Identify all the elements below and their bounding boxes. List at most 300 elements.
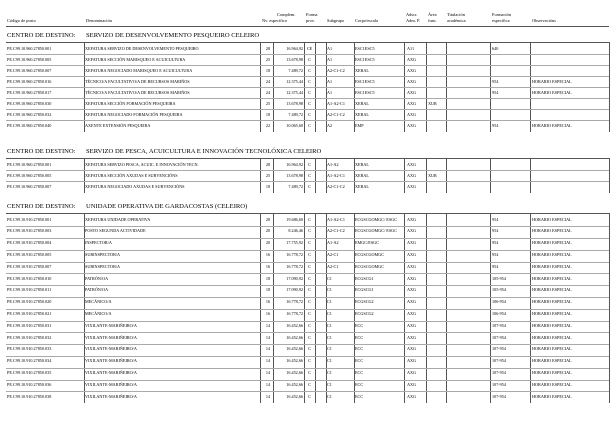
cell-codigo: PE.C99.10.910.27850.033 bbox=[7, 346, 52, 352]
cell-denominacion: POSTO SEGUNDA ACTIVIDADE bbox=[85, 228, 146, 234]
cell-formacion: 106-954 bbox=[492, 299, 506, 305]
cell-codigo: PE.C99.10.910.27850.035 bbox=[7, 369, 52, 375]
cell-subgrupo: A1-A2-C1 bbox=[327, 216, 345, 222]
cell-corpo: ECGSCG1 bbox=[355, 275, 374, 281]
cell-forma: C bbox=[308, 183, 311, 189]
cell-forma: C bbox=[308, 216, 311, 222]
cell-nivel: 14 bbox=[265, 393, 271, 399]
cell-corpo: XERAL bbox=[355, 172, 369, 178]
cell-codigo: PE.C99.10.910.27850.036 bbox=[7, 381, 52, 387]
cell-codigo: PE.C99.10.910.27850.007 bbox=[7, 263, 52, 269]
cell-complemento: 12.375,44 bbox=[286, 89, 303, 95]
cell-nivel: 22 bbox=[265, 122, 271, 128]
col-header-corpo: Corpo/escala bbox=[355, 18, 378, 23]
cell-complemento: 8.246,46 bbox=[288, 228, 303, 234]
cell-subgrupo: A2-C1 bbox=[327, 263, 339, 269]
cell-codigo: PE.C99.10.910.27850.031 bbox=[7, 322, 52, 328]
cell-nivel: 14 bbox=[265, 322, 271, 328]
section-rule bbox=[6, 213, 609, 214]
cell-forma: C bbox=[308, 122, 311, 128]
cell-nivel: 16 bbox=[265, 263, 271, 269]
column-divider bbox=[490, 158, 491, 193]
cell-denominacion: TÉCNICO/A FACULTATIVO/A DE RECURSOS MARIÑOS bbox=[85, 78, 190, 84]
cell-corpo: XERAL bbox=[355, 67, 369, 73]
cell-codigo: PE.C99.10.960.27850.017 bbox=[7, 89, 52, 95]
cell-complemento: 16.452,66 bbox=[286, 322, 303, 328]
cell-complemento: 16.778,72 bbox=[286, 310, 303, 316]
cell-formacion: 105-954 bbox=[492, 287, 506, 293]
cell-formacion: 954 bbox=[492, 216, 499, 222]
col-header-complem: Complem. bbox=[277, 12, 296, 17]
cell-denominacion: XEFATURA NEGOCIADO MARISQUEO E ACUICULTURA bbox=[85, 67, 193, 73]
cell-adscr: AXG bbox=[407, 89, 417, 95]
cell-subgrupo: A2-C1-C2 bbox=[327, 228, 345, 234]
section-rule bbox=[6, 42, 609, 43]
cell-complemento: 16.778,72 bbox=[286, 263, 303, 269]
col-header-area: Área bbox=[428, 12, 437, 17]
cell-adscr: A11 bbox=[407, 45, 415, 51]
cell-complemento: 7.489,72 bbox=[288, 111, 303, 117]
cell-adscr: AXG bbox=[407, 161, 417, 167]
cell-adscr: AXG bbox=[407, 346, 417, 352]
cell-formacion: 954 bbox=[492, 89, 499, 95]
cell-complemento: 16.452,66 bbox=[286, 346, 303, 352]
cell-observacions: HORARIO ESPECIAL bbox=[532, 251, 572, 257]
cell-denominacion: SUBINSPECTOR/A bbox=[85, 251, 121, 257]
cell-subgrupo: C1 bbox=[327, 369, 332, 375]
cell-corpo: EMGC/ESGC bbox=[355, 240, 379, 246]
cell-corpo: ECC bbox=[355, 334, 364, 340]
cell-subgrupo: C1 bbox=[327, 287, 332, 293]
cell-denominacion: PATRÓN/OA bbox=[85, 275, 109, 281]
cell-subgrupo: C1 bbox=[327, 275, 332, 281]
section-rule bbox=[6, 158, 609, 159]
cell-formacion: 954 bbox=[492, 240, 499, 246]
cell-corpo: XERAL bbox=[355, 111, 369, 117]
column-divider bbox=[426, 158, 427, 193]
row-rule bbox=[6, 391, 609, 392]
cell-denominacion: PATRÓN/OA bbox=[85, 287, 109, 293]
cell-forma: C bbox=[308, 100, 311, 106]
cell-denominacion: MECÁNICO/A bbox=[85, 299, 112, 305]
cell-formacion: 954 bbox=[492, 122, 499, 128]
cell-subgrupo: A1-A2-C1 bbox=[327, 172, 345, 178]
cell-nivel: 18 bbox=[265, 275, 271, 281]
cell-corpo: ESC1ESC5 bbox=[355, 89, 375, 95]
cell-subgrupo: C1 bbox=[327, 322, 332, 328]
row-rule bbox=[6, 356, 609, 357]
cell-formacion: 106-954 bbox=[492, 310, 506, 316]
cell-adscr: AXG bbox=[407, 228, 417, 234]
row-rule bbox=[6, 309, 609, 310]
column-divider bbox=[609, 42, 610, 132]
cell-nivel: 14 bbox=[265, 334, 271, 340]
row-rule bbox=[6, 98, 609, 99]
cell-complemento: 17.090,92 bbox=[286, 287, 303, 293]
cell-subgrupo: A2-C1-C2 bbox=[327, 183, 345, 189]
cell-observacions: HORARIO ESPECIAL bbox=[532, 122, 572, 128]
cell-codigo: PE.C99.10.960.27850.007 bbox=[7, 67, 52, 73]
cell-nivel: 14 bbox=[265, 381, 271, 387]
cell-nivel: 14 bbox=[265, 369, 271, 375]
cell-adscr: AXG bbox=[407, 393, 417, 399]
cell-complemento: 16.452,66 bbox=[286, 334, 303, 340]
cell-nivel: 20 bbox=[265, 240, 271, 246]
cell-subgrupo: C1 bbox=[327, 358, 332, 364]
cell-adscr: AXG bbox=[407, 369, 417, 375]
cell-subgrupo: C1 bbox=[327, 393, 332, 399]
col-header-denominacion: Denominación bbox=[86, 18, 112, 23]
cell-nivel: 25 bbox=[265, 100, 271, 106]
cell-forma: C bbox=[308, 263, 311, 269]
cell-forma: C bbox=[308, 369, 311, 375]
cell-adscr: AXG bbox=[407, 251, 417, 257]
cell-observacions: HORARIO ESPECIAL bbox=[532, 358, 572, 364]
cell-corpo: ECC bbox=[355, 369, 364, 375]
cell-formacion: 954 bbox=[492, 228, 499, 234]
cell-codigo: PE.C99.10.910.27850.010 bbox=[7, 275, 52, 281]
cell-subgrupo: A1-A2 bbox=[327, 161, 339, 167]
col-header-codigo: Código de posto bbox=[7, 18, 36, 23]
cell-forma: C bbox=[308, 287, 311, 293]
cell-forma: C bbox=[308, 310, 311, 316]
col-header-subgrupo: Subgrupo bbox=[327, 18, 345, 23]
row-rule bbox=[6, 170, 609, 171]
row-rule bbox=[6, 76, 609, 77]
cell-corpo: ESC1ESC5 bbox=[355, 56, 375, 62]
cell-denominacion: XEFATURA NEGOCIADO AXUDAS E SUBVENCIÓNS bbox=[85, 183, 185, 189]
cell-codigo: PE.C99.10.960.27850.005 bbox=[7, 172, 52, 178]
cell-complemento: 16.452,66 bbox=[286, 369, 303, 375]
cell-codigo: PE.C99.10.960.27850.001 bbox=[7, 161, 52, 167]
cell-nivel: 16 bbox=[265, 299, 271, 305]
cell-subgrupo: A1-A2 bbox=[327, 240, 339, 246]
cell-denominacion: VIXILANTE-MARIÑEIRO/A bbox=[85, 393, 137, 399]
cell-forma: C bbox=[308, 56, 311, 62]
column-divider bbox=[260, 158, 261, 193]
cell-corpo: ECGSCGOMGC bbox=[355, 251, 385, 257]
cell-nivel: 28 bbox=[265, 161, 271, 167]
cell-corpo: ECGSCG2 bbox=[355, 310, 374, 316]
cell-complemento: 16.452,66 bbox=[286, 358, 303, 364]
cell-codigo: PE.C99.10.960.27850.016 bbox=[7, 78, 52, 84]
cell-adscr: AXG bbox=[407, 334, 417, 340]
cell-complemento: 10.065,60 bbox=[286, 122, 303, 128]
cell-complemento: 16.778,72 bbox=[286, 251, 303, 257]
section-name: SERVIZO DE DESENVOLVEMENTO PESQUEIRO CELEIRO bbox=[86, 32, 260, 39]
cell-observacions: HORARIO ESPECIAL bbox=[532, 346, 572, 352]
cell-codigo: PE.C99.10.910.27850.020 bbox=[7, 299, 52, 305]
cell-forma: C bbox=[308, 251, 311, 257]
cell-nivel: 25 bbox=[265, 172, 271, 178]
cell-formacion: 954 bbox=[492, 251, 499, 257]
col-header-prov: prov. bbox=[306, 18, 315, 23]
cell-nivel: 18 bbox=[265, 183, 271, 189]
cell-complemento: 16.964,92 bbox=[286, 45, 303, 51]
cell-formacion: 107-954 bbox=[492, 393, 506, 399]
cell-complemento: 7.489,72 bbox=[288, 67, 303, 73]
cell-observacions: HORARIO ESPECIAL bbox=[532, 310, 572, 316]
cell-denominacion: INSPECTOR/A bbox=[85, 240, 112, 246]
column-divider bbox=[315, 158, 316, 193]
cell-complemento: 13.678,98 bbox=[286, 56, 303, 62]
cell-complemento: 17.090,92 bbox=[286, 275, 303, 281]
column-divider bbox=[530, 158, 531, 193]
cell-complemento: 19.686,60 bbox=[286, 216, 303, 222]
cell-observacions: HORARIO ESPECIAL bbox=[532, 263, 572, 269]
cell-observacions: HORARIO ESPECIAL bbox=[532, 240, 572, 246]
cell-corpo: ESC1ESC5 bbox=[355, 78, 375, 84]
cell-adscr: AXG bbox=[407, 240, 417, 246]
cell-area: XUR bbox=[428, 172, 437, 178]
cell-observacions: HORARIO ESPECIAL bbox=[532, 393, 572, 399]
cell-nivel: 18 bbox=[265, 287, 271, 293]
cell-subgrupo: A1-A2-C1 bbox=[327, 100, 345, 106]
cell-complemento: 13.678,98 bbox=[286, 100, 303, 106]
cell-codigo: PE.C99.10.910.27850.004 bbox=[7, 240, 52, 246]
cell-adscr: AXG bbox=[407, 67, 417, 73]
cell-nivel: 14 bbox=[265, 358, 271, 364]
col-header-formacion: Formación bbox=[492, 12, 512, 17]
cell-nivel: 14 bbox=[265, 346, 271, 352]
cell-corpo: XERAL bbox=[355, 100, 369, 106]
section-name: UNIDADE OPERATIVA DE GARDACOSTAS (CELEIRO) bbox=[86, 203, 248, 210]
cell-forma: C bbox=[308, 111, 311, 117]
cell-formacion: 954 bbox=[492, 78, 499, 84]
cell-forma: C bbox=[308, 89, 311, 95]
cell-adscr: AXG bbox=[407, 310, 417, 316]
cell-observacions: HORARIO ESPECIAL bbox=[532, 334, 572, 340]
cell-observacions: HORARIO ESPECIAL bbox=[532, 287, 572, 293]
cell-adscr: AXG bbox=[407, 183, 417, 189]
row-rule bbox=[6, 54, 609, 55]
cell-subgrupo: A2-C1-C2 bbox=[327, 111, 345, 117]
cell-nivel: 16 bbox=[265, 251, 271, 257]
cell-corpo: ECGSCGOMGC/ ESGC bbox=[355, 216, 397, 222]
cell-complemento: 16.778,72 bbox=[286, 299, 303, 305]
col-header-func: func. bbox=[428, 18, 437, 23]
cell-subgrupo: C1 bbox=[327, 334, 332, 340]
row-rule bbox=[6, 250, 609, 251]
row-rule bbox=[6, 87, 609, 88]
row-rule bbox=[6, 65, 609, 66]
cell-denominacion: VIXILANTE-MARIÑEIRO/A bbox=[85, 369, 137, 375]
cell-adscr: AXG bbox=[407, 287, 417, 293]
cell-adscr: AXG bbox=[407, 216, 417, 222]
cell-adscr: AXG bbox=[407, 322, 417, 328]
cell-forma: C bbox=[308, 228, 311, 234]
cell-corpo: XERAL bbox=[355, 183, 369, 189]
cell-forma: C bbox=[308, 161, 311, 167]
col-header-nivel: Nv. específico bbox=[262, 18, 288, 23]
cell-subgrupo: A2 bbox=[327, 122, 333, 128]
cell-denominacion: XEFATURA NEGOCIADO FORMACIÓN PESQUEIRA bbox=[85, 111, 183, 117]
row-rule bbox=[6, 226, 609, 227]
cell-codigo: PE.C99.10.960.27850.007 bbox=[7, 183, 52, 189]
cell-observacions: HORARIO ESPECIAL bbox=[532, 275, 572, 281]
cell-codigo: PE.C99.10.960.27850.030 bbox=[7, 100, 52, 106]
cell-adscr: AXG bbox=[407, 100, 417, 106]
row-rule bbox=[6, 109, 609, 110]
cell-adscr: AXG bbox=[407, 263, 417, 269]
cell-nivel: 25 bbox=[265, 56, 271, 62]
col-header-forma: Forma bbox=[306, 12, 318, 17]
cell-corpo: ECGSCG2 bbox=[355, 299, 374, 305]
row-rule bbox=[6, 332, 609, 333]
cell-denominacion: TÉCNICO/A FACULTATIVO/A DE RECURSOS MARIÑOS bbox=[85, 89, 190, 95]
section-label: CENTRO DE DESTINO: bbox=[7, 32, 76, 39]
cell-codigo: PE.C99.10.910.27850.021 bbox=[7, 310, 52, 316]
cell-subgrupo: C1 bbox=[327, 310, 332, 316]
cell-forma: C bbox=[308, 322, 311, 328]
cell-complemento: 7.489,72 bbox=[288, 183, 303, 189]
row-rule bbox=[6, 285, 609, 286]
cell-forma: CE bbox=[306, 45, 313, 51]
row-rule bbox=[6, 262, 609, 263]
cell-subgrupo: A2-C1-C2 bbox=[327, 67, 345, 73]
cell-complemento: 17.755,92 bbox=[286, 240, 303, 246]
cell-subgrupo: A1 bbox=[327, 89, 333, 95]
row-rule bbox=[6, 297, 609, 298]
cell-area: XUR bbox=[428, 100, 437, 106]
cell-corpo: ECC bbox=[355, 381, 364, 387]
header-rule bbox=[6, 26, 609, 27]
cell-forma: C bbox=[308, 393, 311, 399]
row-rule bbox=[6, 181, 609, 182]
cell-forma: C bbox=[308, 67, 311, 73]
cell-codigo: PE.C99.10.960.27850.001 bbox=[7, 45, 52, 51]
cell-corpo: ECGSCGOMGC bbox=[355, 263, 385, 269]
cell-observacions: HORARIO ESPECIAL bbox=[532, 78, 572, 84]
cell-denominacion: XEFATURA UNIDADE OPERATIVA bbox=[85, 216, 151, 222]
cell-formacion: 107-954 bbox=[492, 358, 506, 364]
cell-subgrupo: C1 bbox=[327, 346, 332, 352]
cell-observacions: HORARIO ESPECIAL bbox=[532, 322, 572, 328]
cell-adscr: AXG bbox=[407, 172, 417, 178]
cell-nivel: 16 bbox=[265, 310, 271, 316]
cell-formacion: 640 bbox=[492, 45, 499, 51]
cell-adscr: AXG bbox=[407, 299, 417, 305]
col-header-academica: académica bbox=[447, 18, 466, 23]
cell-forma: C bbox=[308, 358, 311, 364]
cell-corpo: XERAL bbox=[355, 161, 369, 167]
section-label: CENTRO DE DESTINO: bbox=[7, 148, 76, 155]
cell-observacions: HORARIO ESPECIAL bbox=[532, 369, 572, 375]
column-divider bbox=[446, 158, 447, 193]
cell-adscr: AXG bbox=[407, 56, 417, 62]
cell-subgrupo: A1 bbox=[327, 45, 333, 51]
cell-formacion: 107-954 bbox=[492, 369, 506, 375]
cell-adscr: AXG bbox=[407, 78, 417, 84]
cell-formacion: 105-954 bbox=[492, 275, 506, 281]
cell-corpo: ECGSCG1 bbox=[355, 287, 374, 293]
cell-subgrupo: A1 bbox=[327, 78, 333, 84]
row-rule bbox=[6, 321, 609, 322]
cell-forma: C bbox=[308, 334, 311, 340]
cell-formacion: 107-954 bbox=[492, 381, 506, 387]
cell-adscr: AXG bbox=[407, 122, 417, 128]
cell-corpo: ECC bbox=[355, 393, 364, 399]
cell-nivel: 24 bbox=[265, 89, 271, 95]
cell-observacions: HORARIO ESPECIAL bbox=[532, 228, 572, 234]
cell-forma: C bbox=[308, 78, 311, 84]
cell-codigo: PE.C99.10.910.27850.032 bbox=[7, 334, 52, 340]
cell-formacion: 954 bbox=[492, 263, 499, 269]
cell-denominacion: VIXILANTE-MARIÑEIRO/A bbox=[85, 346, 137, 352]
cell-denominacion: XEFATURA SECCIÓN MARISQUEO E ACUICULTURA bbox=[85, 56, 186, 62]
cell-codigo: PE.C99.10.960.27850.005 bbox=[7, 56, 52, 62]
cell-complemento: 16.452,66 bbox=[286, 393, 303, 399]
col-header-adm: Adm. P. bbox=[406, 18, 421, 23]
cell-denominacion: VIXILANTE-MARIÑEIRO/A bbox=[85, 322, 137, 328]
cell-formacion: 107-954 bbox=[492, 322, 506, 328]
cell-codigo: PE.C99.10.910.27850.034 bbox=[7, 358, 52, 364]
cell-complemento: 16.964,92 bbox=[286, 161, 303, 167]
cell-adscr: AXG bbox=[407, 358, 417, 364]
cell-forma: C bbox=[308, 381, 311, 387]
cell-observacions: HORARIO ESPECIAL bbox=[532, 299, 572, 305]
cell-codigo: PE.C99.10.960.27850.040 bbox=[7, 122, 52, 128]
cell-forma: C bbox=[308, 346, 311, 352]
col-header-observacions: Observacións bbox=[532, 18, 556, 23]
section-name: SERVIZO DE PESCA, ACUICULTURA E INNOVACIÓN TECNOLÓXICA CELEIRO bbox=[86, 148, 322, 155]
cell-observacions: HORARIO ESPECIAL bbox=[532, 381, 572, 387]
cell-complemento: 13.678,98 bbox=[286, 172, 303, 178]
cell-corpo: ECGSCGOMGC/ ESGC bbox=[355, 228, 397, 234]
row-rule bbox=[6, 344, 609, 345]
cell-forma: C bbox=[308, 172, 311, 178]
cell-nivel: 20 bbox=[265, 228, 271, 234]
cell-denominacion: XEFATURA SECCIÓN FORMACIÓN PESQUEIRA bbox=[85, 100, 176, 106]
column-divider bbox=[609, 158, 610, 193]
row-rule bbox=[6, 273, 609, 274]
cell-denominacion: VIXILANTE-MARIÑEIRO/A bbox=[85, 381, 137, 387]
cell-adscr: AXG bbox=[407, 275, 417, 281]
cell-observacions: HORARIO ESPECIAL bbox=[532, 89, 572, 95]
cell-forma: C bbox=[308, 240, 311, 246]
cell-denominacion: VIXILANTE-MARIÑEIRO/A bbox=[85, 334, 137, 340]
cell-forma: C bbox=[308, 275, 311, 281]
cell-denominacion: XEFATURA SERVIZO PESCA, ACUIC. E INNOVACIÓN TECN. bbox=[85, 161, 199, 167]
col-header-especifica: específica bbox=[492, 18, 510, 23]
cell-codigo: PE.C99.10.910.27850.038 bbox=[7, 393, 52, 399]
cell-denominacion: MECÁNICO/A bbox=[85, 310, 112, 316]
col-header-titulacion: Titulación bbox=[447, 12, 465, 17]
row-rule bbox=[6, 238, 609, 239]
cell-observacions: HORARIO ESPECIAL bbox=[532, 216, 572, 222]
cell-nivel: 24 bbox=[265, 78, 271, 84]
cell-nivel: 18 bbox=[265, 111, 271, 117]
cell-denominacion: SUBINSPECTOR/A bbox=[85, 263, 121, 269]
col-header-adscr: Adscr. bbox=[406, 12, 418, 17]
cell-nivel: 28 bbox=[265, 45, 271, 51]
cell-adscr: AXG bbox=[407, 111, 417, 117]
cell-codigo: PE.C99.10.910.27850.001 bbox=[7, 216, 52, 222]
column-divider bbox=[609, 213, 610, 403]
row-rule bbox=[6, 120, 609, 121]
cell-denominacion: AXENTE EXTENSIÓN PESQUEIRA bbox=[85, 122, 151, 128]
cell-codigo: PE.C99.10.910.27850.003 bbox=[7, 228, 52, 234]
cell-subgrupo: C1 bbox=[327, 381, 332, 387]
cell-corpo: ECC bbox=[355, 358, 364, 364]
cell-nivel: 28 bbox=[265, 216, 271, 222]
cell-complemento: 12.375,44 bbox=[286, 78, 303, 84]
cell-complemento: 16.452,66 bbox=[286, 381, 303, 387]
cell-formacion: 107-954 bbox=[492, 334, 506, 340]
cell-codigo: PE.C99.10.960.27850.032 bbox=[7, 111, 52, 117]
cell-nivel: 18 bbox=[265, 67, 271, 73]
cell-denominacion: VIXILANTE-MARIÑEIRO/A bbox=[85, 358, 137, 364]
